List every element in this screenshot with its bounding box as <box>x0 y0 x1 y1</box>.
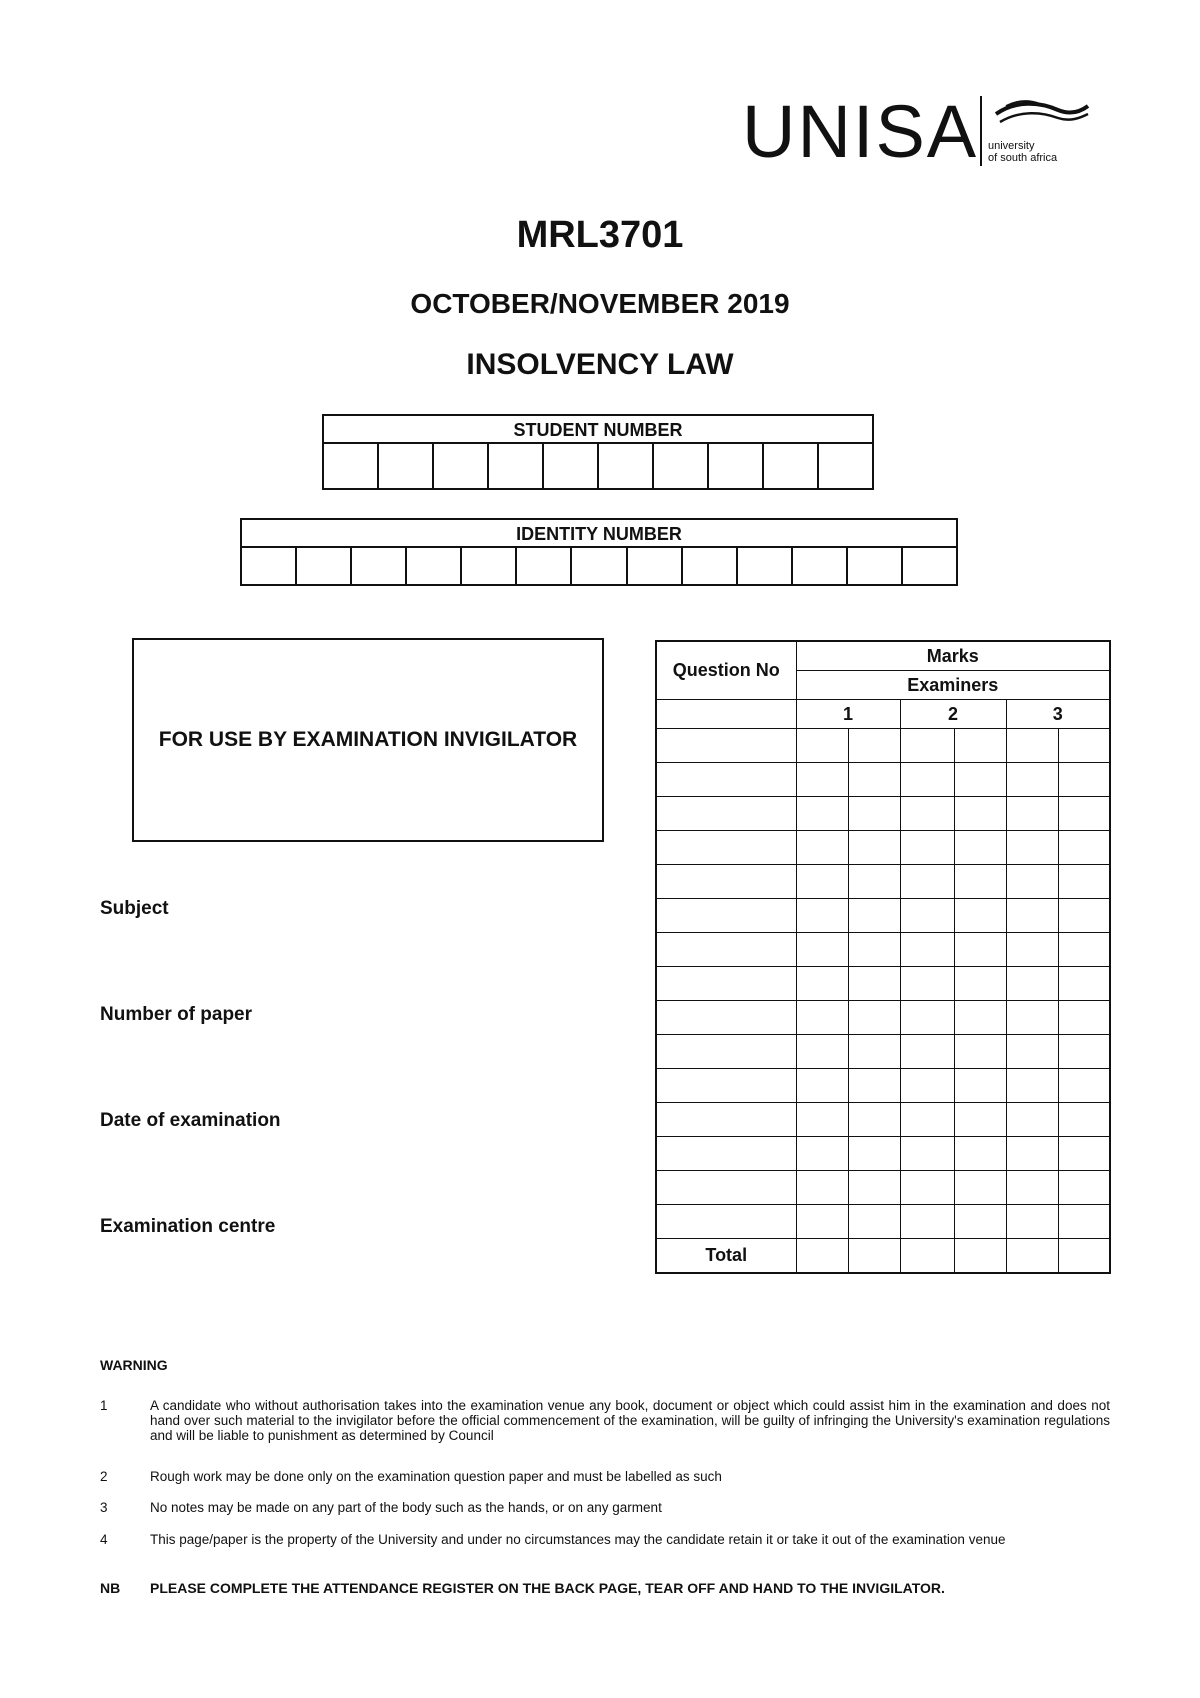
mark-cell[interactable] <box>848 1069 900 1103</box>
question-no-cell[interactable] <box>656 1205 796 1239</box>
mark-cell[interactable] <box>900 899 954 933</box>
identity-number-cell[interactable] <box>572 548 627 584</box>
mark-cell[interactable] <box>1058 967 1110 1001</box>
marks-row <box>656 1205 1110 1239</box>
mark-cell[interactable] <box>796 1137 848 1171</box>
mark-cell[interactable] <box>848 933 900 967</box>
mark-cell[interactable] <box>1006 967 1058 1001</box>
mark-cell[interactable] <box>900 1137 954 1171</box>
student-number-cell[interactable] <box>819 444 872 488</box>
field-examination-centre: Examination centre <box>100 1216 276 1237</box>
total-mark-cell[interactable] <box>796 1239 848 1274</box>
identity-number-cell[interactable] <box>848 548 903 584</box>
mark-cell[interactable] <box>954 1205 1006 1239</box>
marks-row <box>656 899 1110 933</box>
warning-item-text: Rough work may be done only on the examination question paper and must be labelled as such <box>150 1469 722 1484</box>
mark-cell[interactable] <box>796 933 848 967</box>
mark-cell[interactable] <box>1058 1205 1110 1239</box>
mark-cell[interactable] <box>796 967 848 1001</box>
mark-cell[interactable] <box>796 763 848 797</box>
mark-cell[interactable] <box>1006 1001 1058 1035</box>
mark-cell[interactable] <box>1058 865 1110 899</box>
identity-number-cell[interactable] <box>407 548 462 584</box>
total-mark-cell[interactable] <box>954 1239 1006 1274</box>
marks-row <box>656 865 1110 899</box>
mark-cell[interactable] <box>1006 1035 1058 1069</box>
mark-cell[interactable] <box>848 729 900 763</box>
total-mark-cell[interactable] <box>1058 1239 1110 1274</box>
warning-item-2 <box>100 1469 1110 1485</box>
mark-cell[interactable] <box>1058 1171 1110 1205</box>
mark-cell[interactable] <box>1006 899 1058 933</box>
student-number-label: STUDENT NUMBER <box>324 416 872 444</box>
mark-cell[interactable] <box>900 1171 954 1205</box>
student-number-box <box>322 414 874 490</box>
logo-tagline <box>988 140 1057 164</box>
nb-note <box>100 1580 945 1596</box>
marks-row <box>656 1035 1110 1069</box>
course-code: MRL3701 <box>516 214 684 256</box>
total-label: Total <box>656 1239 796 1274</box>
mark-cell[interactable] <box>796 1205 848 1239</box>
mark-cell[interactable] <box>848 1205 900 1239</box>
mark-cell[interactable] <box>796 1103 848 1137</box>
mark-cell[interactable] <box>954 797 1006 831</box>
mark-cell[interactable] <box>1058 797 1110 831</box>
mark-cell[interactable] <box>796 1069 848 1103</box>
marks-table <box>655 640 1111 1274</box>
identity-number-cell[interactable] <box>462 548 517 584</box>
unisa-swoosh-icon <box>992 96 1092 132</box>
marks-row <box>656 1069 1110 1103</box>
mark-cell[interactable] <box>954 967 1006 1001</box>
identity-number-cell[interactable] <box>242 548 297 584</box>
mark-cell[interactable] <box>848 865 900 899</box>
marks-row <box>656 1137 1110 1171</box>
question-no-cell[interactable] <box>656 865 796 899</box>
student-number-cell[interactable] <box>489 444 544 488</box>
question-no-header: Question No <box>656 641 796 700</box>
mark-cell[interactable] <box>1058 933 1110 967</box>
question-no-cell[interactable] <box>656 1001 796 1035</box>
marks-row <box>656 797 1110 831</box>
mark-cell[interactable] <box>1058 763 1110 797</box>
field-date-of-examination: Date of examination <box>100 1110 281 1131</box>
mark-cell[interactable] <box>900 729 954 763</box>
mark-cell[interactable] <box>1058 1069 1110 1103</box>
mark-cell[interactable] <box>796 797 848 831</box>
question-no-cell[interactable] <box>656 967 796 1001</box>
mark-cell[interactable] <box>900 865 954 899</box>
warning-item-3 <box>100 1500 1110 1516</box>
mark-cell[interactable] <box>796 1171 848 1205</box>
mark-cell[interactable] <box>954 1137 1006 1171</box>
mark-cell[interactable] <box>848 831 900 865</box>
exam-session: OCTOBER/NOVEMBER 2019 <box>410 288 790 319</box>
mark-cell[interactable] <box>796 865 848 899</box>
marks-row <box>656 1001 1110 1035</box>
field-number-of-paper: Number of paper <box>100 1004 253 1025</box>
question-no-cell[interactable] <box>656 1171 796 1205</box>
marks-row <box>656 729 1110 763</box>
question-no-cell[interactable] <box>656 1069 796 1103</box>
question-no-cell[interactable] <box>656 1035 796 1069</box>
student-number-cell[interactable] <box>764 444 819 488</box>
identity-number-cell[interactable] <box>683 548 738 584</box>
mark-cell[interactable] <box>954 1171 1006 1205</box>
mark-cell[interactable] <box>954 1001 1006 1035</box>
mark-cell[interactable] <box>1058 1001 1110 1035</box>
nb-text: PLEASE COMPLETE THE ATTENDANCE REGISTER ON THE BACK PAGE, TEAR OFF AND HAND TO THE INVIGILATOR. <box>150 1580 945 1596</box>
student-number-cell[interactable] <box>379 444 434 488</box>
question-no-cell[interactable] <box>656 933 796 967</box>
mark-cell[interactable] <box>1006 763 1058 797</box>
identity-number-cell[interactable] <box>793 548 848 584</box>
unisa-logo-wordmark: UNISA <box>742 90 979 173</box>
mark-cell[interactable] <box>848 1001 900 1035</box>
marks-header: Marks <box>796 641 1110 671</box>
mark-cell[interactable] <box>900 1103 954 1137</box>
warning-item-text: No notes may be made on any part of the body such as the hands, or on any garment <box>150 1500 662 1515</box>
identity-number-cell[interactable] <box>628 548 683 584</box>
mark-cell[interactable] <box>848 1137 900 1171</box>
marks-row <box>656 933 1110 967</box>
total-row <box>656 1239 1110 1274</box>
student-number-cell[interactable] <box>709 444 764 488</box>
mark-cell[interactable] <box>1006 729 1058 763</box>
student-number-cell[interactable] <box>654 444 709 488</box>
student-number-cell[interactable] <box>599 444 654 488</box>
mark-cell[interactable] <box>954 899 1006 933</box>
field-subject: Subject <box>100 898 169 919</box>
logo-tagline-line2: of south africa <box>988 152 1058 164</box>
question-no-cell[interactable] <box>656 729 796 763</box>
mark-cell[interactable] <box>848 1171 900 1205</box>
mark-cell[interactable] <box>1006 1205 1058 1239</box>
question-no-cell[interactable] <box>656 1103 796 1137</box>
identity-number-cell[interactable] <box>517 548 572 584</box>
mark-cell[interactable] <box>954 865 1006 899</box>
mark-cell[interactable] <box>954 933 1006 967</box>
mark-cell[interactable] <box>900 763 954 797</box>
total-mark-cell[interactable] <box>848 1239 900 1274</box>
mark-cell[interactable] <box>1058 1035 1110 1069</box>
identity-number-cells <box>242 548 956 584</box>
warning-item-number: 3 <box>100 1500 108 1515</box>
marks-row <box>656 763 1110 797</box>
invigilator-box <box>132 638 604 842</box>
warning-item-text: This page/paper is the property of the University and under no circumstances may the candidate retain it or take it out of the examination venue <box>150 1532 1006 1547</box>
student-number-cell[interactable] <box>544 444 599 488</box>
student-number-cells <box>324 444 872 488</box>
warning-item-1 <box>100 1398 1110 1446</box>
mark-cell[interactable] <box>848 1103 900 1137</box>
warning-item-number: 2 <box>100 1469 108 1484</box>
mark-cell[interactable] <box>900 797 954 831</box>
student-number-cell[interactable] <box>434 444 489 488</box>
total-mark-cell[interactable] <box>1006 1239 1058 1274</box>
invigilator-box-label: FOR USE BY EXAMINATION INVIGILATOR <box>158 728 578 751</box>
mark-cell[interactable] <box>1006 1103 1058 1137</box>
logo-tagline-line1: university <box>988 140 1035 152</box>
question-no-cell[interactable] <box>656 797 796 831</box>
mark-cell[interactable] <box>848 1035 900 1069</box>
question-no-cell[interactable] <box>656 899 796 933</box>
mark-cell[interactable] <box>1058 1103 1110 1137</box>
mark-cell[interactable] <box>1058 831 1110 865</box>
mark-cell[interactable] <box>796 1001 848 1035</box>
mark-cell[interactable] <box>954 1069 1006 1103</box>
marks-row <box>656 1103 1110 1137</box>
mark-cell[interactable] <box>954 729 1006 763</box>
mark-cell[interactable] <box>796 831 848 865</box>
mark-cell[interactable] <box>954 763 1006 797</box>
mark-cell[interactable] <box>1006 797 1058 831</box>
mark-cell[interactable] <box>1006 1069 1058 1103</box>
mark-cell[interactable] <box>900 1035 954 1069</box>
question-no-cell[interactable] <box>656 831 796 865</box>
mark-cell[interactable] <box>900 1001 954 1035</box>
mark-cell[interactable] <box>1006 831 1058 865</box>
question-no-blank <box>656 700 796 729</box>
examiner-1-header: 1 <box>796 700 900 729</box>
warning-item-number: 4 <box>100 1532 108 1547</box>
mark-cell[interactable] <box>900 933 954 967</box>
total-mark-cell[interactable] <box>900 1239 954 1274</box>
examiners-header: Examiners <box>796 671 1110 700</box>
mark-cell[interactable] <box>1058 899 1110 933</box>
subject-title: INSOLVENCY LAW <box>466 348 734 381</box>
mark-cell[interactable] <box>796 729 848 763</box>
mark-cell[interactable] <box>1058 1137 1110 1171</box>
mark-cell[interactable] <box>954 1035 1006 1069</box>
mark-cell[interactable] <box>848 899 900 933</box>
mark-cell[interactable] <box>1006 1137 1058 1171</box>
examiner-3-header: 3 <box>1006 700 1110 729</box>
mark-cell[interactable] <box>848 763 900 797</box>
mark-cell[interactable] <box>954 831 1006 865</box>
identity-number-cell[interactable] <box>352 548 407 584</box>
identity-number-cell[interactable] <box>297 548 352 584</box>
marks-row <box>656 967 1110 1001</box>
warning-item-number: 1 <box>100 1398 108 1413</box>
mark-cell[interactable] <box>1006 933 1058 967</box>
identity-number-cell[interactable] <box>903 548 956 584</box>
mark-cell[interactable] <box>796 899 848 933</box>
mark-cell[interactable] <box>848 797 900 831</box>
question-no-cell[interactable] <box>656 763 796 797</box>
mark-cell[interactable] <box>796 1035 848 1069</box>
identity-number-label: IDENTITY NUMBER <box>242 520 956 548</box>
warning-title: WARNING <box>100 1357 168 1373</box>
mark-cell[interactable] <box>900 1205 954 1239</box>
warning-item-text: A candidate who without authorisation takes into the examination venue any book, document or object which could assist him in the examination and does not hand over such material to the invigilator before the official commencement of the examination, will be guilty of infringing the University's examination regulations and will be liable to punishment as determined by Council <box>150 1398 1110 1443</box>
logo-divider <box>980 96 982 166</box>
mark-cell[interactable] <box>900 1069 954 1103</box>
mark-cell[interactable] <box>1006 1171 1058 1205</box>
mark-cell[interactable] <box>848 967 900 1001</box>
student-number-cell[interactable] <box>324 444 379 488</box>
mark-cell[interactable] <box>1058 729 1110 763</box>
marks-row <box>656 831 1110 865</box>
examiner-2-header: 2 <box>900 700 1006 729</box>
mark-cell[interactable] <box>900 967 954 1001</box>
marks-row <box>656 1171 1110 1205</box>
identity-number-cell[interactable] <box>738 548 793 584</box>
mark-cell[interactable] <box>1006 865 1058 899</box>
mark-cell[interactable] <box>900 831 954 865</box>
mark-cell[interactable] <box>954 1103 1006 1137</box>
identity-number-box <box>240 518 958 586</box>
warning-item-4 <box>100 1532 1110 1564</box>
nb-label: NB <box>100 1580 121 1596</box>
question-no-cell[interactable] <box>656 1137 796 1171</box>
